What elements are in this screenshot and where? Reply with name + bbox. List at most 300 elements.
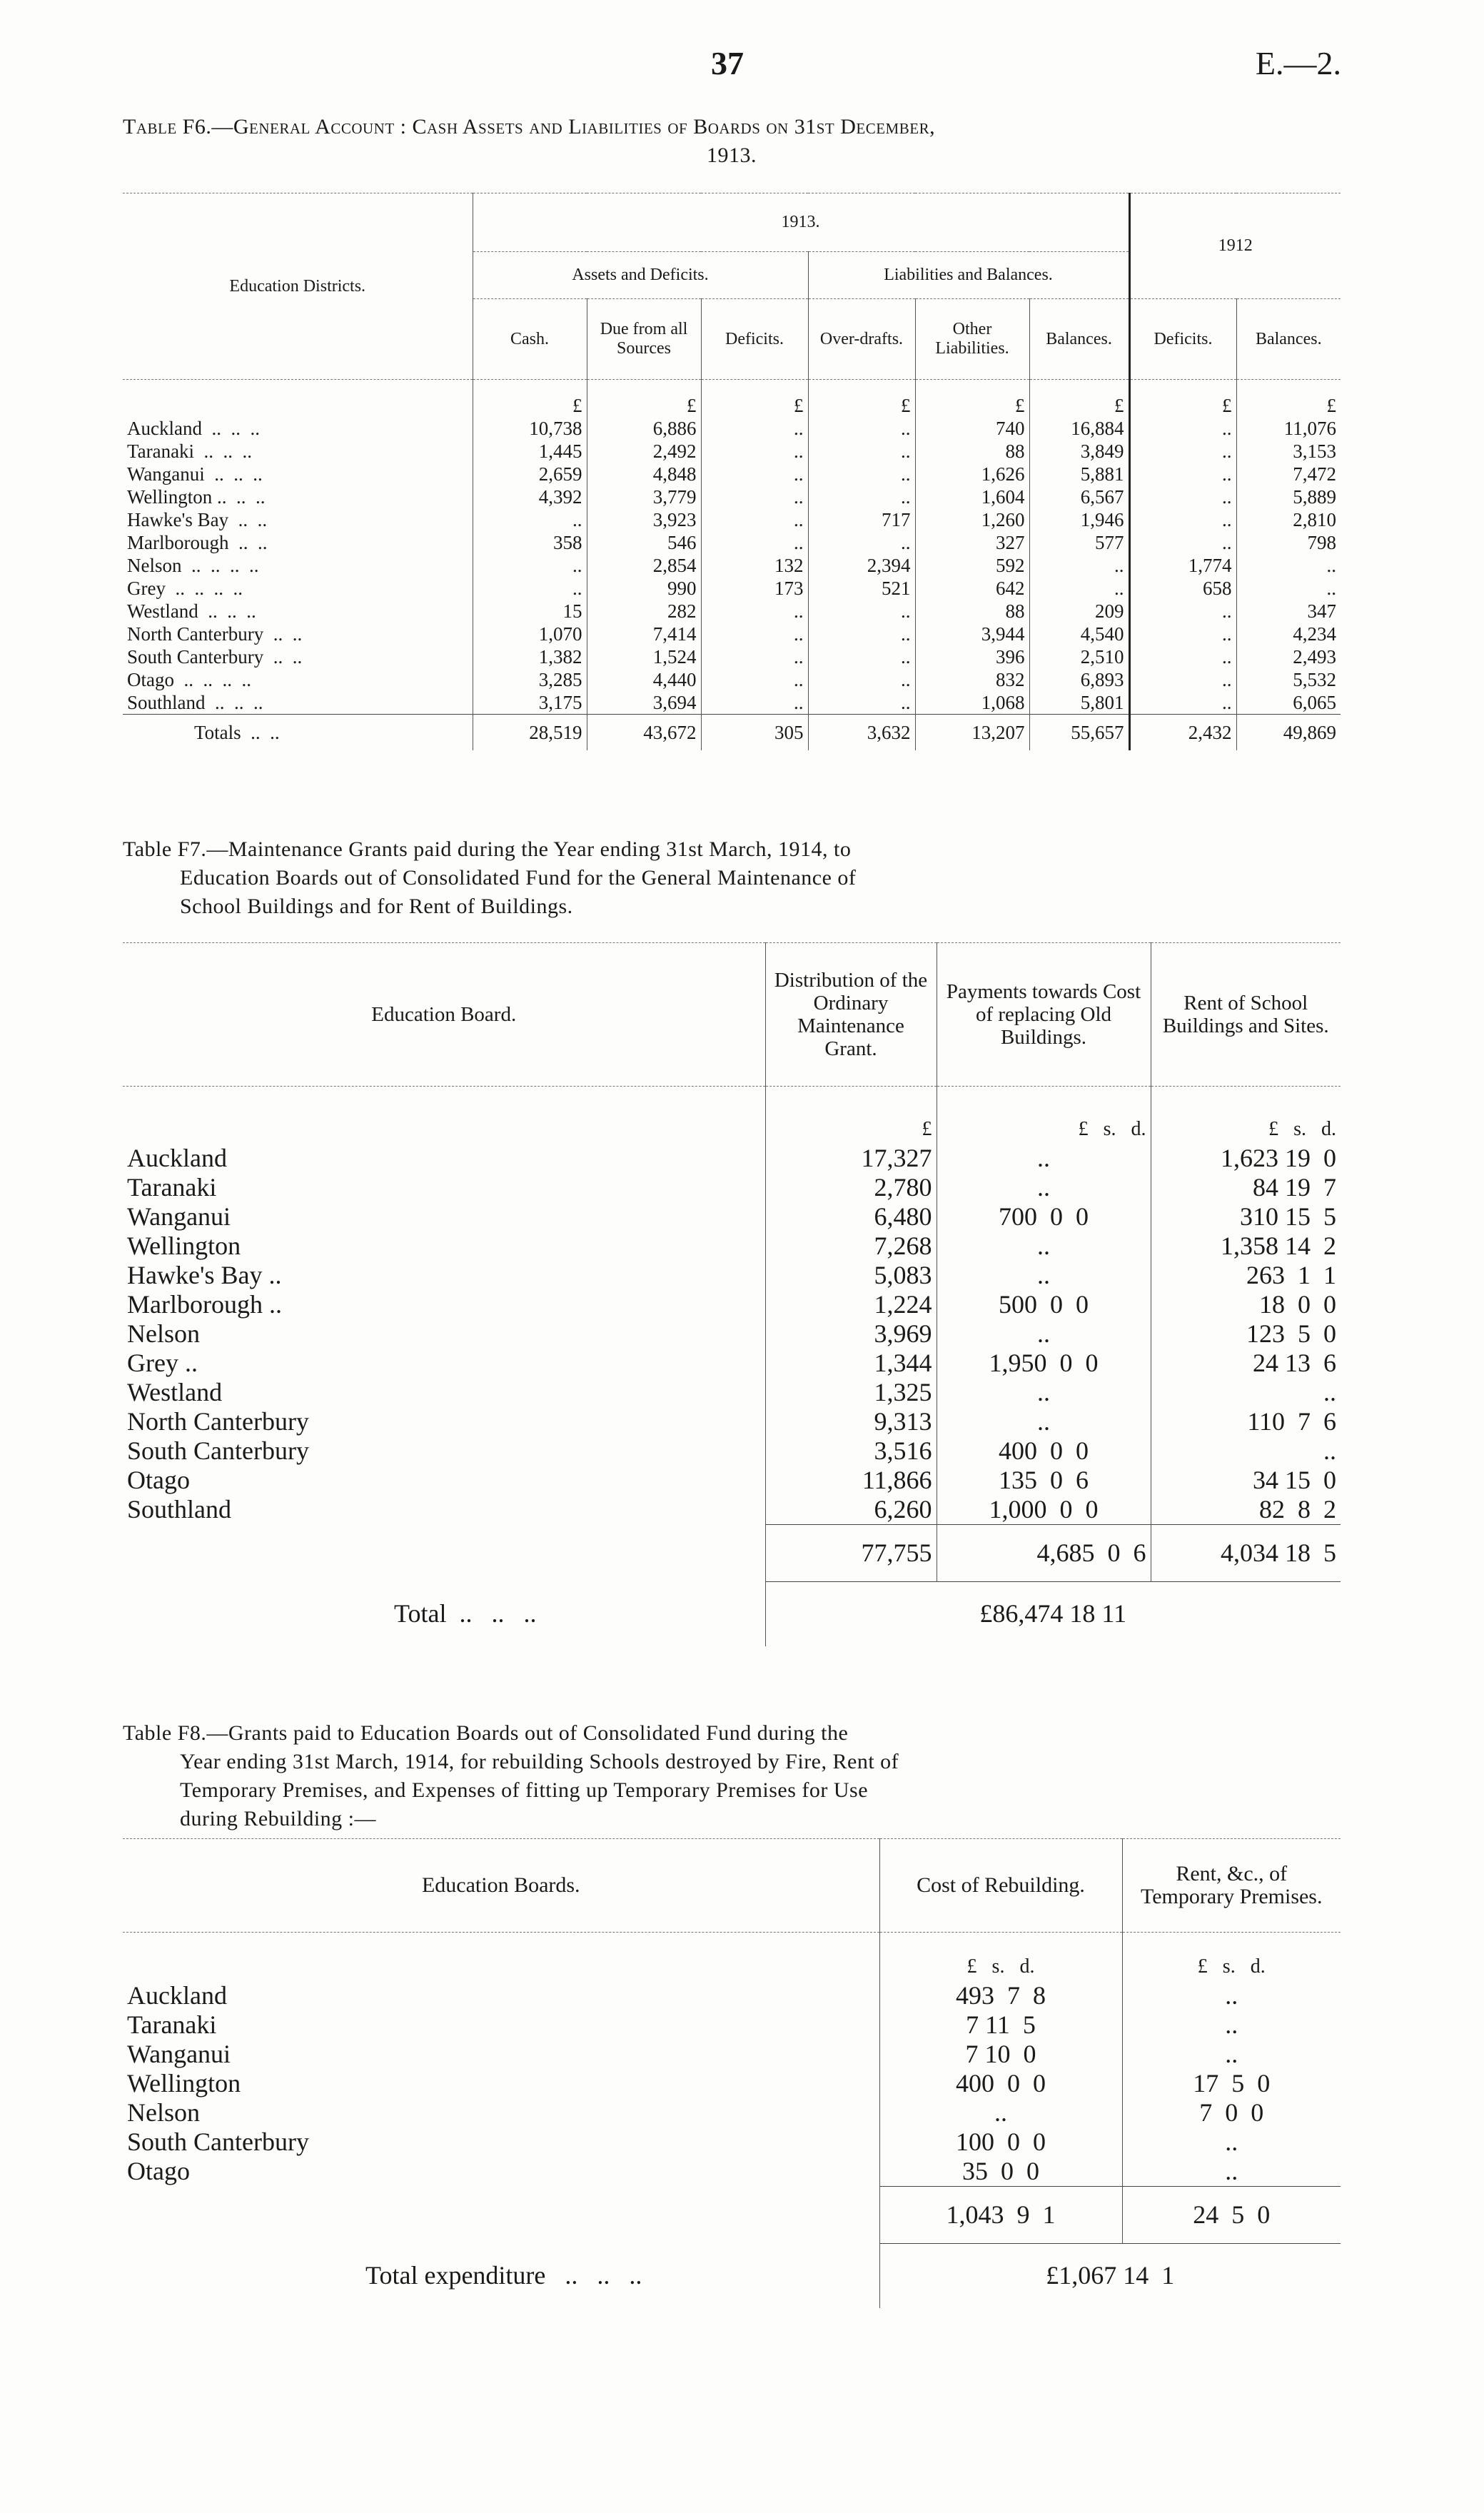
f6-cell: .. [701, 668, 808, 691]
f7-row [123, 1290, 1341, 1319]
f6-col-1912-deficits: Deficits. [1129, 299, 1236, 380]
f6-cell: 6,886 [587, 417, 701, 440]
f8-subtotal-rent: 24 5 0 [1122, 2187, 1341, 2244]
f6-header-assets: Assets and Deficits. [473, 252, 808, 299]
f6-cell: 282 [587, 600, 701, 623]
f7-board-name-text: Otago [127, 1466, 190, 1494]
f6-cell: .. [1129, 668, 1236, 691]
f6-cell: 10,738 [473, 417, 587, 440]
f7-dist-cell: 3,969 [765, 1319, 937, 1349]
f7-rent-cell: 263 1 1 [1151, 1261, 1341, 1290]
f7-dist-cell: 6,260 [765, 1495, 937, 1525]
f6-cell: 1,524 [587, 645, 701, 668]
f6-cell: .. [701, 463, 808, 485]
f7-dist-cell: 9,313 [765, 1407, 937, 1436]
f7-pay-cell: .. [937, 1407, 1151, 1436]
f7-board-name [123, 1232, 765, 1261]
f6-cell: .. [808, 645, 915, 668]
f8-header-boards: Education Boards. [421, 1873, 580, 1897]
f6-col-1912-balances: Balances. [1236, 299, 1341, 380]
f6-unit: £ [1236, 380, 1341, 418]
f8-table [123, 1838, 1341, 2308]
f6-cell: 3,779 [587, 485, 701, 508]
f6-unit: £ [808, 380, 915, 418]
f6-cell: 132 [701, 554, 808, 577]
f6-cell: 1,774 [1129, 554, 1236, 577]
f8-rent-cell: .. [1122, 1981, 1341, 2010]
f7-pay-cell: 1,950 0 0 [937, 1349, 1151, 1378]
f7-board-name-text: Taranaki [127, 1173, 217, 1202]
f7-board-name [123, 1495, 765, 1525]
f6-header-districts: Education Districts. [123, 193, 473, 380]
f8-total-label: Total expenditure .. .. .. [365, 2261, 642, 2290]
f6-row [123, 531, 1341, 554]
f7-title-line2: Education Boards out of Consolidated Fund for the General Maintenance of [180, 866, 857, 890]
f6-district-name: Nelson .. .. .. .. [127, 555, 259, 576]
f6-row [123, 508, 1341, 531]
f6-cell: .. [473, 554, 587, 577]
f6-cell: .. [808, 691, 915, 715]
f6-district-name: Taranaki .. .. .. [127, 440, 253, 462]
f6-cell: 6,893 [1029, 668, 1129, 691]
f8-subtotal-cost: 1,043 9 1 [879, 2187, 1122, 2244]
f6-cell: 658 [1129, 577, 1236, 600]
f7-pay-cell: 700 0 0 [937, 1202, 1151, 1232]
f6-row [123, 485, 1341, 508]
f8-unit-cost: £ s. d. [879, 1933, 1122, 1982]
f6-cell: .. [1129, 417, 1236, 440]
f8-cost-cell: 100 0 0 [879, 2127, 1122, 2157]
f6-cell: 15 [473, 600, 587, 623]
f6-cell: 3,849 [1029, 440, 1129, 463]
f6-cell: .. [1129, 440, 1236, 463]
f6-total-cell: 28,519 [473, 715, 587, 751]
f6-unit: £ [701, 380, 808, 418]
f7-board-name [123, 1349, 765, 1378]
f6-cell: 1,260 [915, 508, 1029, 531]
f6-cell: .. [701, 485, 808, 508]
f6-cell: 7,472 [1236, 463, 1341, 485]
f8-board-name: Auckland [127, 1981, 227, 2010]
f6-total-cell: 2,432 [1129, 715, 1236, 751]
f8-row [123, 2157, 1341, 2187]
f8-total-value: £1,067 14 1 [879, 2244, 1341, 2308]
f7-row [123, 1144, 1341, 1173]
f6-total-cell: 3,632 [808, 715, 915, 751]
f6-cell: .. [808, 463, 915, 485]
f6-row [123, 668, 1341, 691]
f6-cell: .. [473, 508, 587, 531]
f6-cell: 3,923 [587, 508, 701, 531]
f8-board-name: Otago [127, 2157, 190, 2186]
f6-cell: 396 [915, 645, 1029, 668]
f7-board-name-text: North Canterbury [127, 1407, 309, 1436]
f6-cell: 1,626 [915, 463, 1029, 485]
f8-total-row [123, 2244, 1341, 2308]
f7-header-board: Education Board. [371, 1003, 517, 1026]
f7-rent-cell: 110 7 6 [1151, 1407, 1341, 1436]
f6-cell: 3,285 [473, 668, 587, 691]
f7-total-value: £86,474 18 11 [765, 1582, 1341, 1646]
f6-totals-row [123, 715, 1341, 751]
f6-district-name: North Canterbury .. .. [127, 623, 303, 645]
f7-board-name [123, 1144, 765, 1173]
f6-district-name: South Canterbury .. .. [127, 646, 303, 668]
f8-header-rent: Rent, &c., of Temporary Premises. [1122, 1839, 1341, 1933]
f7-title-line1: Table F7.—Maintenance Grants paid during the Year ending 31st March, 1914, to [123, 837, 852, 861]
f6-col-overdrafts: Over-drafts. [808, 299, 915, 380]
f6-cell: 2,492 [587, 440, 701, 463]
f6-cell: 5,889 [1236, 485, 1341, 508]
f6-cell: 592 [915, 554, 1029, 577]
f8-board-name: Taranaki [127, 2010, 217, 2039]
f6-cell: .. [1129, 485, 1236, 508]
f8-row [123, 1981, 1341, 2010]
f7-total-label: Total .. .. .. [394, 1599, 537, 1628]
f7-board-name [123, 1378, 765, 1407]
f6-row [123, 600, 1341, 623]
f6-cell: 521 [808, 577, 915, 600]
f8-title-line4: during Rebuilding :— [180, 1807, 376, 1830]
f6-cell: .. [808, 668, 915, 691]
f6-cell: 4,440 [587, 668, 701, 691]
f6-cell: 2,394 [808, 554, 915, 577]
f7-dist-cell: 7,268 [765, 1232, 937, 1261]
f6-col-balances: Balances. [1029, 299, 1129, 380]
f7-board-name-text: Marlborough .. [127, 1290, 282, 1319]
f7-rent-cell: 18 0 0 [1151, 1290, 1341, 1319]
f6-district-name: Marlborough .. .. [127, 532, 268, 553]
f8-row [123, 2040, 1341, 2069]
f6-row [123, 440, 1341, 463]
f8-row [123, 2098, 1341, 2127]
f6-cell: 347 [1236, 600, 1341, 623]
f6-district-name: Westland .. .. .. [127, 600, 256, 622]
f7-pay-cell: 135 0 6 [937, 1466, 1151, 1495]
f7-board-name [123, 1202, 765, 1232]
f8-board-name: Wanganui [127, 2040, 231, 2068]
f7-dist-cell: 1,224 [765, 1290, 937, 1319]
f7-dist-cell: 5,083 [765, 1261, 937, 1290]
f6-cell: 546 [587, 531, 701, 554]
f7-board-name-text: Hawke's Bay .. [127, 1261, 282, 1289]
f8-cost-cell: 400 0 0 [879, 2069, 1122, 2098]
f8-row [123, 2010, 1341, 2040]
f8-rent-cell: .. [1122, 2010, 1341, 2040]
f7-title [123, 835, 1341, 921]
f6-district-name: Southland .. .. .. [127, 692, 263, 713]
f8-header-cost: Cost of Rebuilding. [879, 1839, 1122, 1933]
f6-cell: 740 [915, 417, 1029, 440]
f7-row [123, 1232, 1341, 1261]
f6-cell: .. [701, 645, 808, 668]
f6-cell: 6,567 [1029, 485, 1129, 508]
f6-cell: 327 [915, 531, 1029, 554]
page-number: 37 [711, 45, 744, 81]
f7-board-name [123, 1466, 765, 1495]
f7-dist-cell: 3,516 [765, 1436, 937, 1466]
f8-title-line1: Table F8.—Grants paid to Education Boards out of Consolidated Fund during the [123, 1721, 849, 1745]
f7-title-line3: School Buildings and for Rent of Buildings. [180, 895, 573, 918]
f6-col-cash: Cash. [473, 299, 587, 380]
f6-totals-label: Totals .. .. [123, 715, 473, 751]
f6-cell: 4,392 [473, 485, 587, 508]
f7-rent-cell: 1,623 19 0 [1151, 1144, 1341, 1173]
f6-cell: 2,510 [1029, 645, 1129, 668]
f6-cell: 173 [701, 577, 808, 600]
f6-cell: 88 [915, 440, 1029, 463]
f6-cell: 2,659 [473, 463, 587, 485]
f7-rent-cell: 84 19 7 [1151, 1173, 1341, 1202]
f8-board-name: South Canterbury [127, 2127, 309, 2156]
f7-board-name [123, 1173, 765, 1202]
f6-total-cell: 49,869 [1236, 715, 1341, 751]
f6-total-cell: 305 [701, 715, 808, 751]
f8-rent-cell: .. [1122, 2157, 1341, 2187]
f6-header-1912: 1912 [1129, 193, 1341, 299]
document-reference: E.—2. [1255, 45, 1341, 81]
f6-cell: .. [808, 440, 915, 463]
f8-cost-cell: 493 7 8 [879, 1981, 1122, 2010]
f8-unit-rent: £ s. d. [1122, 1933, 1341, 1982]
f6-cell: 3,175 [473, 691, 587, 715]
f6-district-name: Wanganui .. .. .. [127, 463, 263, 485]
f6-cell: 7,414 [587, 623, 701, 645]
f8-cost-cell: 35 0 0 [879, 2157, 1122, 2187]
f6-cell: 577 [1029, 531, 1129, 554]
f6-cell: .. [701, 623, 808, 645]
f8-rent-cell: .. [1122, 2127, 1341, 2157]
f6-total-cell: 55,657 [1029, 715, 1129, 751]
f6-cell: 798 [1236, 531, 1341, 554]
f7-dist-cell: 11,866 [765, 1466, 937, 1495]
f7-rent-cell: 123 5 0 [1151, 1319, 1341, 1349]
f6-title [123, 113, 1341, 170]
f6-cell: .. [1129, 531, 1236, 554]
f6-cell: 1,946 [1029, 508, 1129, 531]
f7-pay-cell: 1,000 0 0 [937, 1495, 1151, 1525]
f6-cell: .. [701, 508, 808, 531]
f6-cell: .. [1129, 645, 1236, 668]
f8-title [123, 1719, 1341, 1833]
f6-cell: .. [1029, 577, 1129, 600]
f6-cell: .. [1129, 508, 1236, 531]
f7-board-name-text: Southland [127, 1495, 232, 1524]
f6-cell: .. [701, 417, 808, 440]
f7-unit-pay: £ s. d. [937, 1087, 1151, 1144]
page-header [0, 44, 1484, 87]
f7-row [123, 1173, 1341, 1202]
f7-subtotal-pay: 4,685 0 6 [937, 1525, 1151, 1582]
f6-cell: .. [701, 531, 808, 554]
f7-board-name-text: Auckland [127, 1144, 227, 1172]
f7-dist-cell: 1,325 [765, 1378, 937, 1407]
f7-row [123, 1261, 1341, 1290]
f6-cell: .. [1129, 600, 1236, 623]
f7-pay-cell: .. [937, 1173, 1151, 1202]
f7-row [123, 1202, 1341, 1232]
f7-board-name [123, 1319, 765, 1349]
f6-district-name: Auckland .. .. .. [127, 418, 260, 439]
f8-board-name: Wellington [127, 2069, 241, 2097]
f6-cell: 2,493 [1236, 645, 1341, 668]
f6-cell: 3,694 [587, 691, 701, 715]
f6-col-deficits: Deficits. [701, 299, 808, 380]
f7-rent-cell: 310 15 5 [1151, 1202, 1341, 1232]
f7-row [123, 1495, 1341, 1525]
f8-title-line2: Year ending 31st March, 1914, for rebuilding Schools destroyed by Fire, Rent of [180, 1750, 899, 1773]
f7-subtotal-rent: 4,034 18 5 [1151, 1525, 1341, 1582]
f6-cell: .. [701, 691, 808, 715]
f7-row [123, 1378, 1341, 1407]
f6-cell: 1,068 [915, 691, 1029, 715]
f6-cell: 1,382 [473, 645, 587, 668]
f6-cell: 990 [587, 577, 701, 600]
f7-row [123, 1436, 1341, 1466]
f7-pay-cell: .. [937, 1378, 1151, 1407]
f6-district-name: Hawke's Bay .. .. [127, 509, 268, 530]
f6-cell: 4,234 [1236, 623, 1341, 645]
f6-cell: .. [1129, 623, 1236, 645]
f6-unit: £ [1129, 380, 1236, 418]
f6-cell: 1,604 [915, 485, 1029, 508]
f7-rent-cell: .. [1151, 1378, 1341, 1407]
f6-cell: .. [701, 600, 808, 623]
f6-cell: 11,076 [1236, 417, 1341, 440]
f7-total-label-text: Total [394, 1599, 447, 1628]
f6-cell: 2,854 [587, 554, 701, 577]
f6-cell: .. [1236, 577, 1341, 600]
f6-district-name: Grey .. .. .. .. [127, 578, 243, 599]
f6-row [123, 554, 1341, 577]
f8-row [123, 2127, 1341, 2157]
f6-cell: .. [808, 531, 915, 554]
f7-pay-cell: .. [937, 1232, 1151, 1261]
f6-header-liabilities: Liabilities and Balances. [808, 252, 1129, 299]
f6-cell: .. [808, 600, 915, 623]
f6-title-line1: Table F6.—General Account : Cash Assets and Liabilities of Boards on 31st December, [123, 115, 936, 139]
f6-cell: 6,065 [1236, 691, 1341, 715]
f6-cell: .. [808, 623, 915, 645]
f6-cell: .. [808, 485, 915, 508]
f6-cell: 832 [915, 668, 1029, 691]
f6-cell: .. [808, 417, 915, 440]
f6-unit: £ [1029, 380, 1129, 418]
f6-title-line2: 1913. [707, 143, 757, 167]
f8-title-line3: Temporary Premises, and Expenses of fitting up Temporary Premises for Use [180, 1778, 869, 1802]
f6-cell: 4,848 [587, 463, 701, 485]
f7-dist-cell: 17,327 [765, 1144, 937, 1173]
f6-unit: £ [587, 380, 701, 418]
f6-col-due: Due from all Sources [587, 299, 701, 380]
f6-row [123, 463, 1341, 485]
f7-row [123, 1466, 1341, 1495]
f7-row [123, 1407, 1341, 1436]
f7-board-name [123, 1436, 765, 1466]
f6-cell: 5,801 [1029, 691, 1129, 715]
f8-row [123, 2069, 1341, 2098]
f8-cost-cell: 7 11 5 [879, 2010, 1122, 2040]
f8-total-label-text: Total expenditure [365, 2261, 546, 2290]
f7-table [123, 942, 1341, 1646]
f7-header-distribution: Distribution of the Ordinary Maintenance Grant. [765, 943, 937, 1087]
f7-board-name-text: Wanganui [127, 1202, 231, 1231]
f6-cell: 1,070 [473, 623, 587, 645]
f8-subtotal-row [123, 2187, 1341, 2244]
f8-board-name: Nelson [127, 2098, 200, 2127]
f7-board-name-text: South Canterbury [127, 1436, 309, 1465]
f7-rent-cell: 34 15 0 [1151, 1466, 1341, 1495]
f8-cost-cell: .. [879, 2098, 1122, 2127]
f7-unit-dist: £ [765, 1087, 937, 1144]
f7-dist-cell: 6,480 [765, 1202, 937, 1232]
f6-row [123, 417, 1341, 440]
f7-rent-cell: 82 8 2 [1151, 1495, 1341, 1525]
f7-row [123, 1349, 1341, 1378]
f6-total-cell: 43,672 [587, 715, 701, 751]
f7-board-name [123, 1261, 765, 1290]
f6-cell: .. [701, 440, 808, 463]
f6-header-1913: 1913. [473, 193, 1129, 252]
f7-pay-cell: .. [937, 1319, 1151, 1349]
f6-unit: £ [915, 380, 1029, 418]
f6-row [123, 645, 1341, 668]
f6-cell: 358 [473, 531, 587, 554]
f6-total-cell: 13,207 [915, 715, 1029, 751]
f6-cell: 5,532 [1236, 668, 1341, 691]
f6-unit: £ [473, 380, 587, 418]
f7-pay-cell: 500 0 0 [937, 1290, 1151, 1319]
f6-cell: 88 [915, 600, 1029, 623]
f7-rent-cell: 24 13 6 [1151, 1349, 1341, 1378]
f6-cell: 717 [808, 508, 915, 531]
f8-rent-cell: .. [1122, 2040, 1341, 2069]
f6-cell: 2,810 [1236, 508, 1341, 531]
f6-cell: .. [1129, 463, 1236, 485]
f6-cell: 4,540 [1029, 623, 1129, 645]
f7-pay-cell: .. [937, 1144, 1151, 1173]
f7-board-name-text: Nelson [127, 1319, 200, 1348]
f8-cost-cell: 7 10 0 [879, 2040, 1122, 2069]
f7-board-name-text: Wellington [127, 1232, 241, 1260]
f6-cell: .. [1029, 554, 1129, 577]
f6-cell: 642 [915, 577, 1029, 600]
f6-cell: 5,881 [1029, 463, 1129, 485]
f7-subtotal-row [123, 1525, 1341, 1582]
f7-unit-rent: £ s. d. [1151, 1087, 1341, 1144]
f7-dist-cell: 2,780 [765, 1173, 937, 1202]
f7-header-payments: Payments towards Cost of replacing Old Buildings. [937, 943, 1151, 1087]
f7-rent-cell: .. [1151, 1436, 1341, 1466]
f7-board-name-text: Westland [127, 1378, 223, 1406]
f7-total-row [123, 1582, 1341, 1646]
f7-rent-cell: 1,358 14 2 [1151, 1232, 1341, 1261]
f6-col-other-liabilities: Other Liabilities. [915, 299, 1029, 380]
f6-cell: 3,944 [915, 623, 1029, 645]
f6-district-name: Otago .. .. .. .. [127, 669, 251, 690]
f6-row [123, 623, 1341, 645]
f6-cell: 3,153 [1236, 440, 1341, 463]
f6-cell: .. [1129, 691, 1236, 715]
f7-header-rent: Rent of School Buildings and Sites. [1151, 943, 1341, 1087]
f6-table [123, 193, 1341, 750]
f7-pay-cell: 400 0 0 [937, 1436, 1151, 1466]
f6-cell: 1,445 [473, 440, 587, 463]
f7-board-name-text: Grey .. [127, 1349, 198, 1377]
f7-row [123, 1319, 1341, 1349]
f8-rent-cell: 17 5 0 [1122, 2069, 1341, 2098]
f6-row [123, 691, 1341, 715]
